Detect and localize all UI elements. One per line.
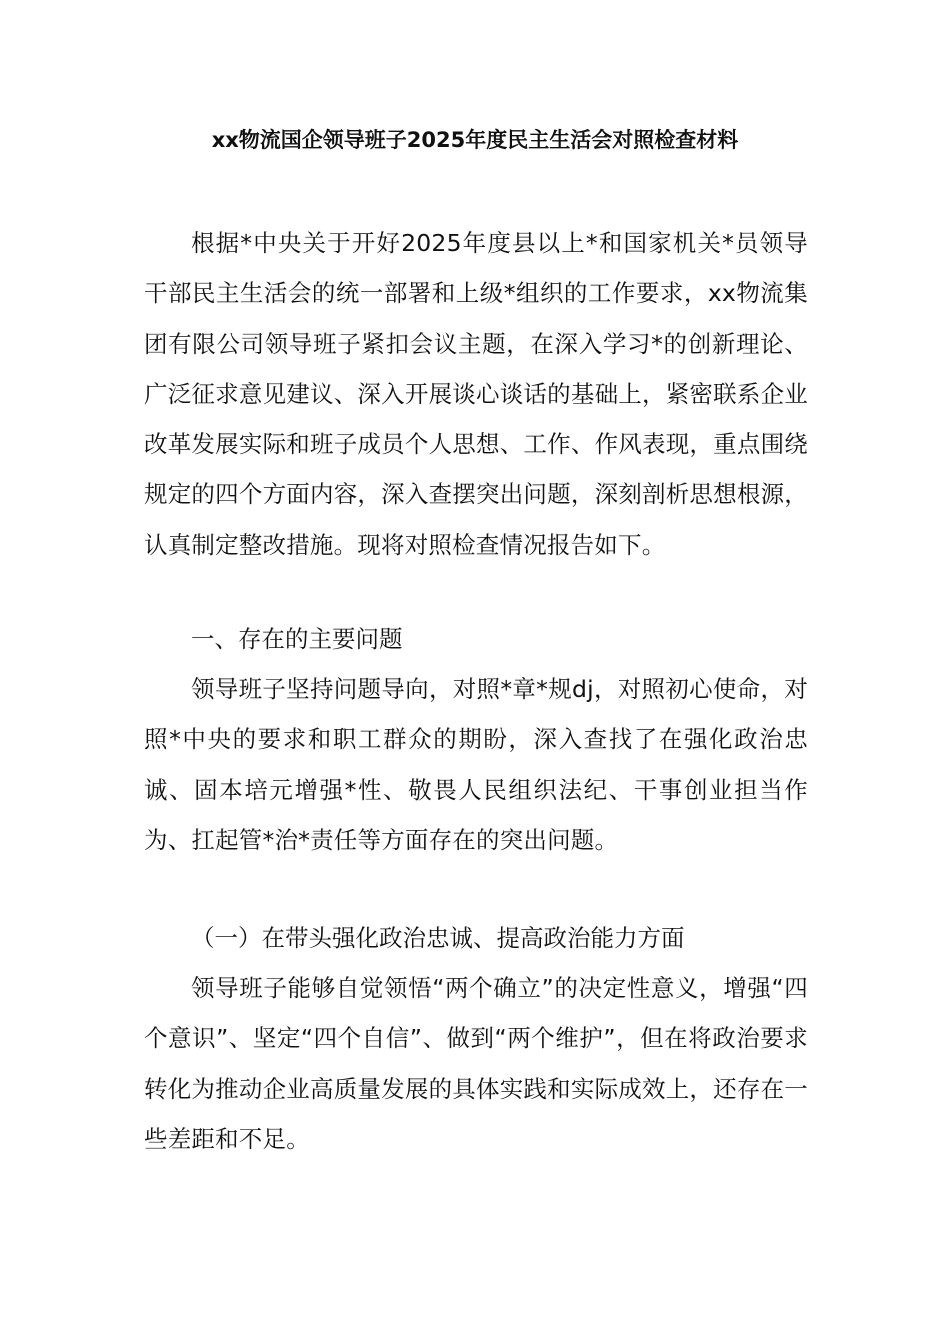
subsection-heading-political-loyalty: （一）在带头强化政治忠诚、提高政治能力方面	[191, 924, 685, 952]
document-title: xx物流国企领导班子2025年度民主生活会对照检查材料	[211, 128, 739, 152]
intro-paragraph: 根据*中央关于开好2025年度县以上*和国家机关*员领导干部民主生活会的统一部署和上级*组织的工作要求，xx物流集团有限公司领导班子紧扣会议主题，在深入学习*的创新理论、广泛征求意见建议、深入开展谈心谈话的基础上，紧密联系企业改革发展实际和班子成员个人思想、工作、作风表现，重点围绕规定的四个方面内容，深入查摆突出问题，深刻剖析思想根源，认真制定整改措施。现将对照检查情况报告如下。	[144, 229, 808, 559]
subsection-body-political-loyalty: 领导班子能够自觉领悟“两个确立”的决定性意义，增强“四个意识”、坚定“四个自信”、做到“两个维护”，但在将政治要求转化为推动企业高质量发展的具体实践和实际成效上，还存在一些差距和不足。	[144, 974, 808, 1153]
section-body-main-problems: 领导班子坚持问题导向，对照*章*规dj，对照初心使命，对照*中央的要求和职工群众的期盼，深入查找了在强化政治忠诚、固本培元增强*性、敬畏人民组织法纪、干事创业担当作为、扛起管*治*责任等方面存在的突出问题。	[144, 675, 808, 854]
section-heading-main-problems: 一、存在的主要问题	[191, 625, 403, 653]
